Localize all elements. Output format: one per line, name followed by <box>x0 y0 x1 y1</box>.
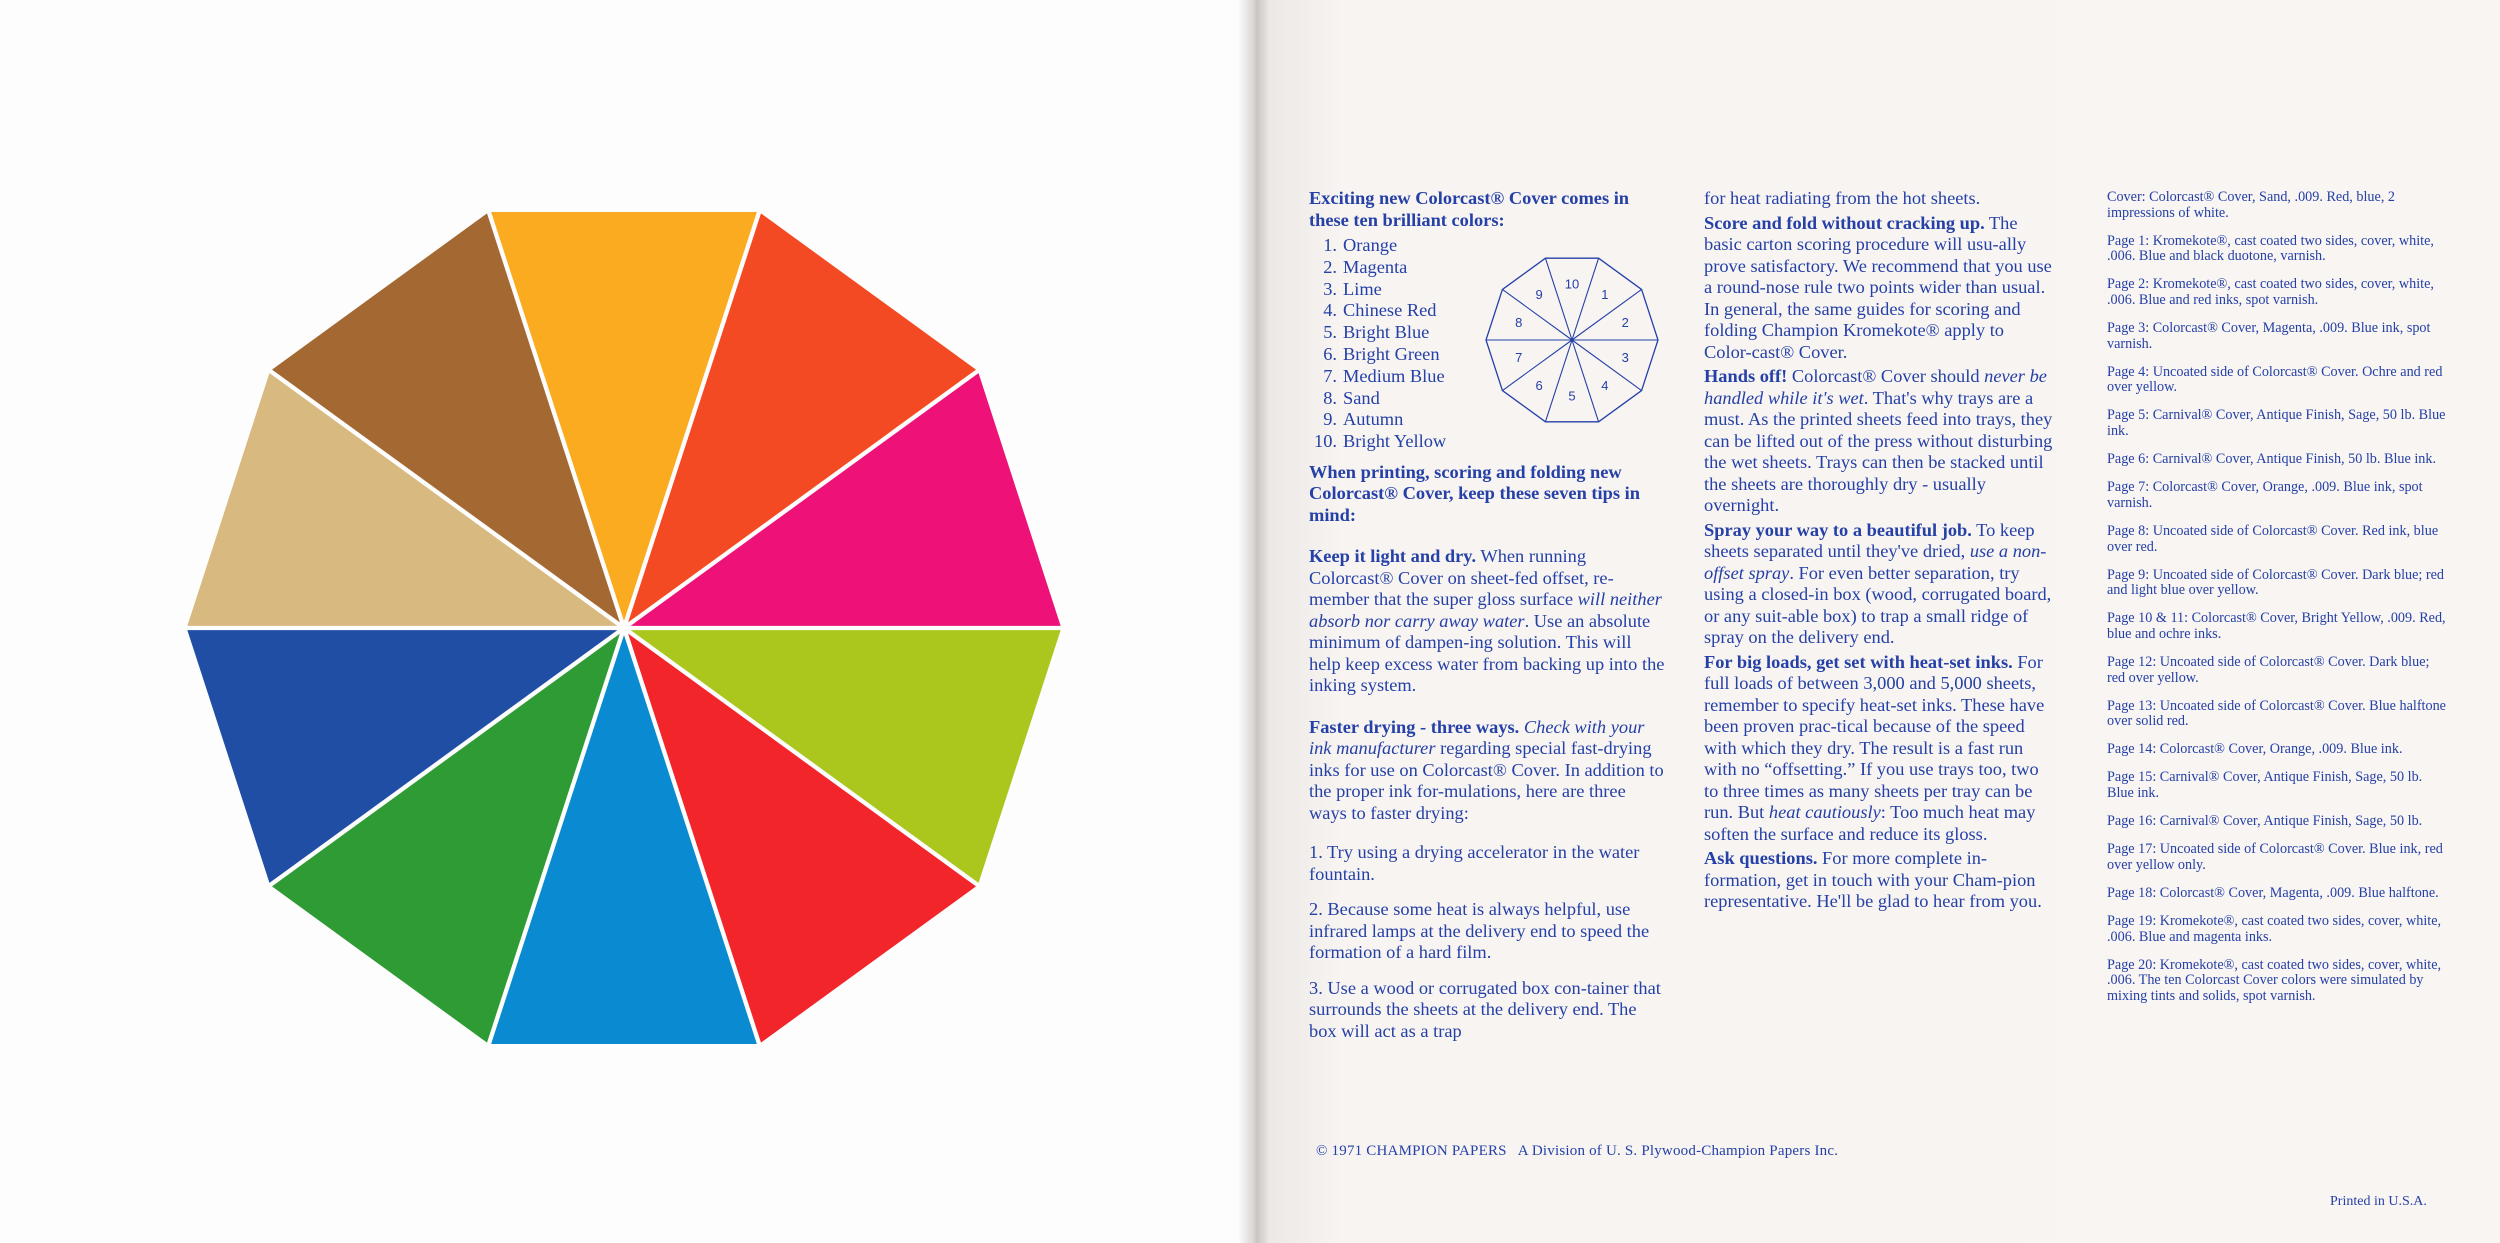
left-page <box>0 0 1248 1243</box>
tip-text: : Too much heat may soften the surface and reduce its gloss. <box>1704 802 2036 844</box>
tip-text: For full loads of between 3,000 and 5,000 sheets, remember to specify heat-set inks. These have been proven prac-tical because of the speed with which they dry. The result is a fast run with no “offsetting.” If you use trays too, two to three times as many sheets per tray can be run. But <box>1704 651 2045 822</box>
production-note: Page 7: Colorcast® Cover, Orange, .009. Blue ink, spot varnish. <box>2107 479 2423 511</box>
mini-wheel-number: 9 <box>1535 287 1543 303</box>
column-2 <box>1704 188 2056 913</box>
color-name: Lime <box>1343 278 1382 299</box>
tip-title: Score and fold without cracking up. <box>1704 212 1985 233</box>
tip-text: To keep sheets separated until they've dried, <box>1704 519 2035 561</box>
numbered-wheel-diagram <box>1482 250 1662 430</box>
mini-wheel-number: 1 <box>1601 287 1609 303</box>
tip-title: Hands off! <box>1704 366 1788 386</box>
color-name: Bright Blue <box>1343 322 1430 343</box>
color-number: 8. <box>1323 387 1337 408</box>
mini-wheel-number: 4 <box>1601 377 1609 393</box>
tip-emphasis: Check with your ink manufacturer <box>1309 716 1645 759</box>
production-note: Page 19: Kromekote®, cast coated two sides, cover, white, .006. Blue and magenta inks. <box>2107 913 2442 945</box>
tip-hands-off <box>1704 366 2056 517</box>
production-note: Page 13: Uncoated side of Colorcast® Cover. Blue halftone over solid red. <box>2107 697 2446 730</box>
production-note: Page 16: Carnival® Cover, Antique Finish, Sage, 50 lb. <box>2107 813 2423 830</box>
tip-text: . Use an absolute minimum of dampen-ing solution. This will help keep excess water from backing up into the inking system. <box>1309 610 1665 696</box>
tip-title: Keep it light and dry. <box>1309 546 1477 567</box>
production-note: Page 6: Carnival® Cover, Antique Finish, 50 lb. Blue ink. <box>2107 451 2437 468</box>
color-number: 2. <box>1323 256 1337 277</box>
tip-ask-questions <box>1704 848 2056 913</box>
tip-score-and-fold <box>1704 213 2056 364</box>
production-note: Page 9: Uncoated side of Colorcast® Cover. Dark blue; red and light blue over yellow. <box>2107 566 2445 599</box>
production-note: Page 10 & 11: Colorcast® Cover, Bright Yellow, .009. Red, blue and ochre inks. <box>2107 610 2446 642</box>
color-wheel-decagon <box>184 208 1064 1048</box>
production-note: Page 18: Colorcast® Cover, Magenta, .009. Blue halftone. <box>2107 884 2439 901</box>
page-gutter <box>1238 0 1272 1243</box>
mini-wheel-spoke <box>1545 340 1572 422</box>
tip-text: For more complete in-formation, get in touch with your Cham-pion representative. He'll be glad to hear from you. <box>1704 848 2042 911</box>
tip-text: The basic carton scoring procedure will usu-ally prove satisfactory. We recommend that you use a round-nose rule two points wider than usual. In general, the same guides for scoring and folding Champion Kromekote® apply to Color-cast® Cover. <box>1704 212 2052 362</box>
production-note: Page 5: Carnival® Cover, Antique Finish, Sage, 50 lb. Blue ink. <box>2107 407 2446 440</box>
copyright-footer: © 1971 CHAMPION PAPERS A Division of U. S. Plywood-Champion Papers Inc. <box>1316 1143 1839 1159</box>
production-note: Page 2: Kromekote®, cast coated two sides, cover, white, .006. Blue and red inks, spot varnish. <box>2107 276 2434 308</box>
col2-continuation: for heat radiating from the hot sheets. <box>1704 188 1981 208</box>
color-name: Orange <box>1343 235 1398 255</box>
tip-emphasis: use a non-offset spray <box>1704 541 2047 583</box>
mini-wheel-number: 7 <box>1515 349 1523 365</box>
production-note: Page 20: Kromekote®, cast coated two sides, cover, white, .006. The ten Colorcast Cover colors were simulated by mixing tints and solids, spot varnish. <box>2107 956 2442 1004</box>
color-name: Chinese Red <box>1343 300 1437 321</box>
color-name: Magenta <box>1343 256 1408 277</box>
color-number: 6. <box>1323 343 1337 364</box>
production-note: Page 1: Kromekote®, cast coated two sides, cover, white, .006. Blue and black duotone, varnish. <box>2107 232 2434 265</box>
mini-wheel-spoke <box>1572 258 1599 340</box>
mini-wheel-number: 5 <box>1568 388 1576 404</box>
production-notes <box>2107 190 2447 1017</box>
mini-wheel-number: 8 <box>1515 315 1523 331</box>
drying-way-2: 2. Because some heat is always helpful, use infrared lamps at the delivery end to speed the formation of a hard film. <box>1309 899 1650 963</box>
color-name: Autumn <box>1343 409 1404 430</box>
color-name: Medium Blue <box>1343 365 1445 386</box>
color-number: 1. <box>1323 235 1337 255</box>
color-name: Bright Green <box>1343 343 1440 364</box>
production-note: Page 14: Colorcast® Cover, Orange, .009. Blue ink. <box>2107 741 2403 758</box>
color-name: Bright Yellow <box>1343 431 1447 452</box>
tips-heading: When printing, scoring and folding new Colorcast® Cover, keep these seven tips in mind: <box>1309 461 1640 525</box>
mini-wheel-number: 6 <box>1535 377 1543 393</box>
tip-title: Faster drying - three ways. <box>1309 716 1520 737</box>
color-number: 5. <box>1323 322 1337 343</box>
tip-emphasis: heat cautiously <box>1768 802 1881 822</box>
tip-text: regarding special fast-drying inks for use on Colorcast® Cover. In addition to the proper ink for-mulations, here are three ways to faster drying: <box>1309 738 1664 823</box>
drying-way-1: 1. Try using a drying accelerator in the water fountain. <box>1309 842 1640 884</box>
color-number: 3. <box>1323 278 1337 299</box>
production-note: Page 15: Carnival® Cover, Antique Finish, Sage, 50 lb. Blue ink. <box>2107 769 2423 802</box>
printed-in-note: Printed in U.S.A. <box>2330 1194 2427 1209</box>
mini-wheel-spoke <box>1572 340 1599 422</box>
tip-emphasis: will neither absorb nor carry away water <box>1309 589 1662 631</box>
tip-title: Ask questions. <box>1704 848 1818 868</box>
color-number: 10. <box>1314 431 1337 452</box>
production-note: Cover: Colorcast® Cover, Sand, .009. Red, blue, 2 impressions of white. <box>2107 189 2396 221</box>
tip-spray <box>1704 520 2056 649</box>
tip-text: . For even better separation, try using a closed-in box (wood, corrugated board, or any suit-able box) to trap a small ridge of spray on the delivery end. <box>1704 562 2052 647</box>
tip-emphasis: never be handled while it's wet <box>1704 366 2047 408</box>
production-note: Page 12: Uncoated side of Colorcast® Cover. Dark blue; red over yellow. <box>2107 653 2430 686</box>
drying-way-3: 3. Use a wood or corrugated box con-tainer that surrounds the sheets at the delivery end. The box will act as a trap <box>1309 977 1661 1041</box>
tip-text: When running Colorcast® Cover on sheet-fed offset, re-member that the super gloss surface <box>1309 546 1614 610</box>
colors-heading: Exciting new Colorcast® Cover comes in these ten brilliant colors: <box>1309 188 1630 230</box>
tip-title: Spray your way to a beautiful job. <box>1704 519 1972 540</box>
color-number: 4. <box>1323 300 1337 321</box>
mini-wheel-number: 10 <box>1564 276 1580 292</box>
tip-text: Colorcast® Cover should <box>1787 366 1985 386</box>
mini-wheel-spoke <box>1545 258 1572 340</box>
tip-text: . That's why trays are a must. As the printed sheets feed into trays, they can be lifted out of the press without disturbing the wet sheets. Trays can then be stacked until the sheets are thoroughly dry - usually overnight. <box>1704 387 2053 515</box>
tip-heat-set-inks <box>1704 652 2056 846</box>
color-number: 9. <box>1323 409 1337 430</box>
production-note: Page 3: Colorcast® Cover, Magenta, .009. Blue ink, spot varnish. <box>2107 320 2431 352</box>
color-name: Sand <box>1343 387 1380 408</box>
tip-faster-drying <box>1309 717 1665 825</box>
mini-wheel-number: 3 <box>1621 349 1629 365</box>
color-list-item <box>1309 431 1665 453</box>
production-note: Page 17: Uncoated side of Colorcast® Cover. Blue ink, red over yellow only. <box>2107 841 2443 873</box>
production-note: Page 8: Uncoated side of Colorcast® Cover. Red ink, blue over red. <box>2107 522 2439 555</box>
tip-title: For big loads, get set with heat-set inks. <box>1704 651 2013 672</box>
production-note: Page 4: Uncoated side of Colorcast® Cover. Ochre and red over yellow. <box>2107 363 2443 396</box>
color-number: 7. <box>1323 365 1337 386</box>
tip-light-and-dry <box>1309 546 1665 697</box>
mini-wheel-number: 2 <box>1621 315 1629 331</box>
